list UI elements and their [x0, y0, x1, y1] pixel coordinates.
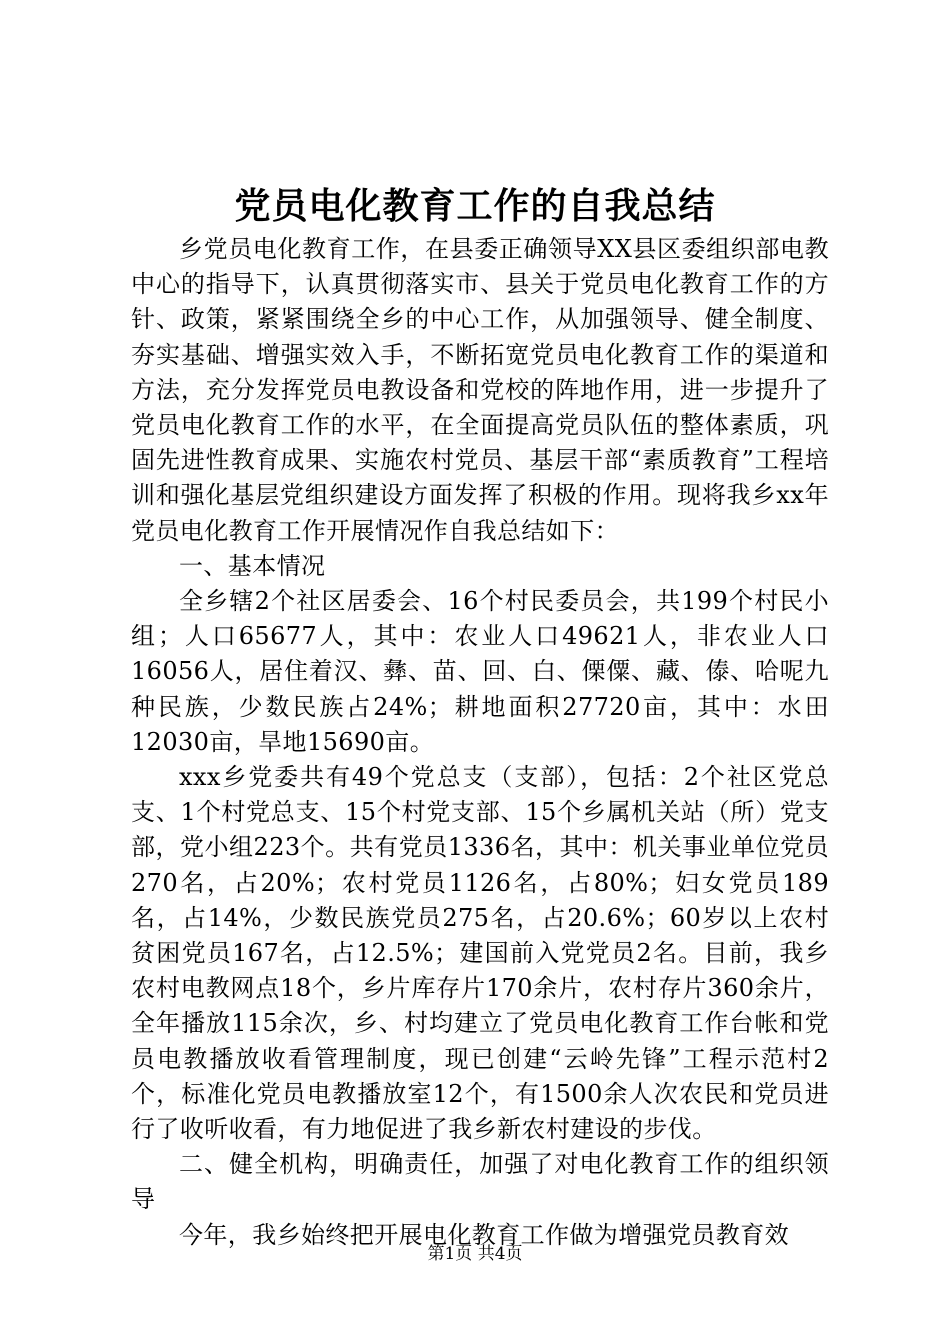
page-footer: 第1页 共4页 [427, 1244, 523, 1264]
paragraph-party-organization: xxx乡党委共有49个党总支（支部），包括：2个社区党总支、1个村党总支、15个村党支部、15个乡属机关站（所）党支部，党小组223个。共有党员1336名，其中：机关事业单位党员270名，占20%；农村党员1126名，占80%；妇女党员189名，占14%，少数民族党员275名，占20.6%；60岁以上农村贫困党员167名，占12.5%；建国前入党党员2名。目前，我乡农村电教网点18个，乡片库存片170余片，农村存片360余片，全年播放115余次，乡、村均建立了党员电化教育工作台帐和党员电教播放收看管理制度，现已创建“云岭先锋”工程示范村2个，标准化党员电教播放室12个，有1500余人次农民和党员进行了收听收看，有力地促进了我乡新农村建设的步伐。 [131, 763, 829, 1144]
document-body [131, 232, 829, 1253]
paragraph-population: 全乡辖2个社区居委会、16个村民委员会，共199个村民小组；人口65677人，其中：农业人口49621人，非农业人口16056人，居住着汉、彝、苗、回、白、傈僳、藏、傣、哈呢九种民族，少数民族占24%；耕地面积27720亩，其中：水田12030亩，旱地15690亩。 [131, 587, 829, 756]
paragraph-intro: 乡党员电化教育工作，在县委正确领导XX县区委组织部电教中心的指导下，认真贯彻落实市、县关于党员电化教育工作的方针、政策，紧紧围绕全乡的中心工作，从加强领导、健全制度、夯实基础、增强实效入手，不断拓宽党员电化教育工作的渠道和方法，充分发挥党员电教设备和党校的阵地作用，进一步提升了党员电化教育工作的水平，在全面提高党员队伍的整体素质，巩固先进性教育成果、实施农村党员、基层干部“素质教育”工程培训和强化基层党组织建设方面发挥了积极的作用。现将我乡xx年党员电化教育工作开展情况作自我总结如下： [131, 235, 829, 545]
section-heading-organization: 二、健全机构，明确责任，加强了对电化教育工作的组织领导 [131, 1150, 829, 1214]
paragraph-this-year: 今年，我乡始终把开展电化教育工作做为增强党员教育效 [179, 1220, 789, 1249]
section-heading-basic-info: 一、基本情况 [179, 551, 326, 580]
document-title: 党员电化教育工作的自我总结 [234, 186, 716, 227]
